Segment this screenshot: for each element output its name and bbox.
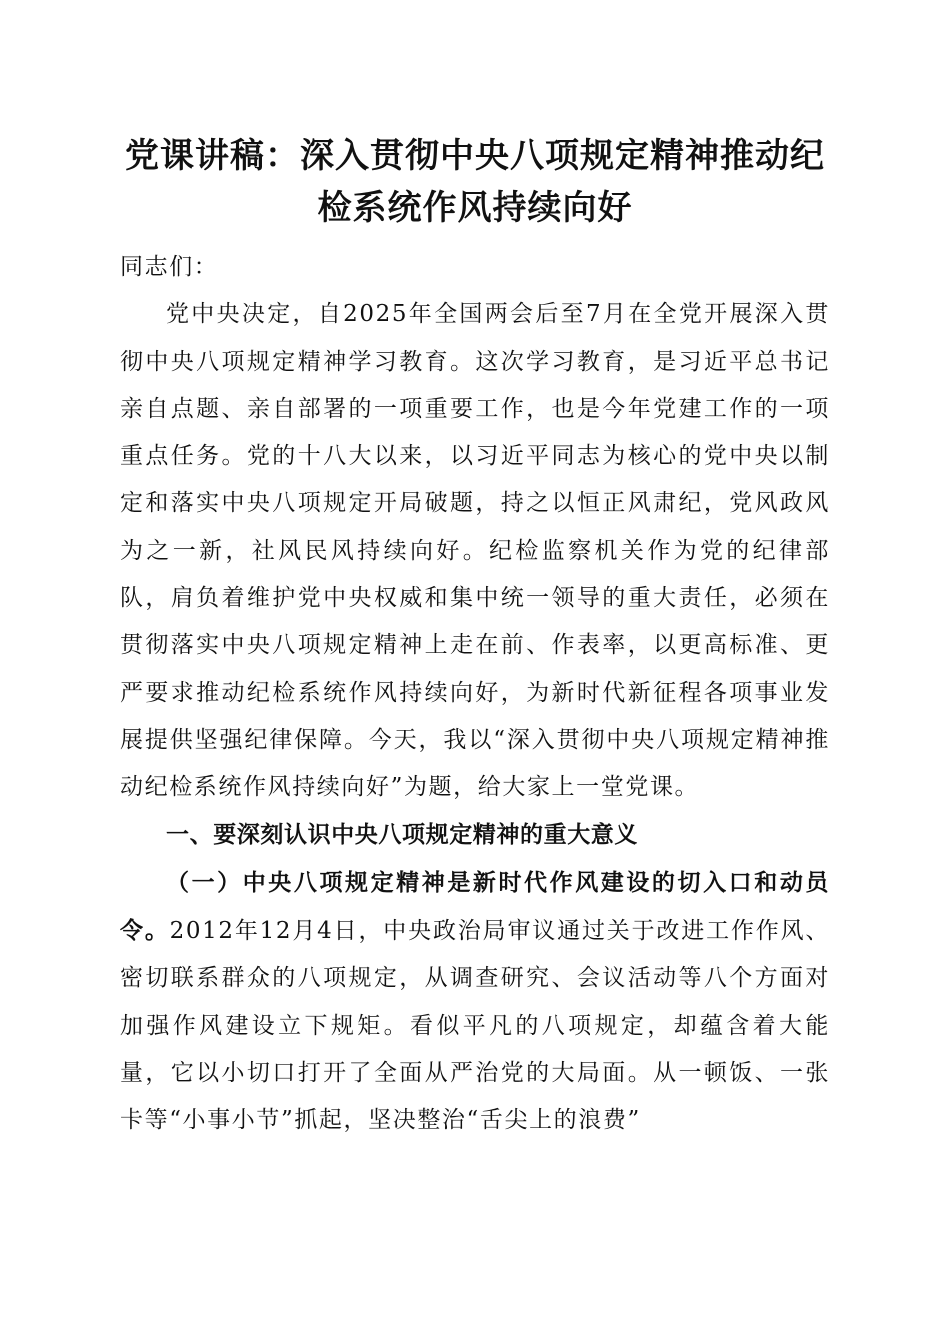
- section-heading-1: 一、要深刻认识中央八项规定精神的重大意义: [166, 821, 638, 848]
- title-line-2: 检系统作风持续向好: [317, 188, 633, 228]
- title-line-1: 党课讲稿：深入贯彻中央八项规定精神推动纪: [125, 136, 825, 176]
- paragraph-section-1-1-text: 2012年12月4日，中央政治局审议通过关于改进工作作风、密切联系群众的八项规定，从调查研究、会议活动等八个方面对加强作风建设立下规矩。看似平凡的八项规定，却蕴含着大能量，它以小切口打开了全面从严治党的大局面。从一顿饭、一张卡等“小事小节”抓起，坚决整治“舌尖上的浪费”: [120, 918, 830, 1134]
- paragraph-intro: 党中央决定，自2025年全国两会后至7月在全党开展深入贯彻中央八项规定精神学习教育。这次学习教育，是习近平总书记亲自点题、亲自部署的一项重要工作，也是今年党建工作的一项重点任务。党的十八大以来，以习近平同志为核心的党中央以制定和落实中央八项规定开局破题，持之以恒正风肃纪，党风政风为之一新，社风民风持续向好。纪检监察机关作为党的纪律部队，肩负着维护党中央权威和集中统一领导的重大责任，必须在贯彻落实中央八项规定精神上走在前、作表率，以更高标准、更严要求推动纪检系统作风持续向好，为新时代新征程各项事业发展提供坚强纪律保障。今天，我以“深入贯彻中央八项规定精神推动纪检系统作风持续向好”为题，给大家上一堂党课。: [120, 301, 830, 801]
- salutation: 同志们：: [120, 254, 219, 280]
- document-body: [120, 244, 830, 1145]
- subheading-1-1: （一）中央八项规定精神是新时代作风建设的切入口和动员令。: [120, 868, 830, 945]
- paragraph-section-1-1: [120, 859, 830, 1145]
- document-title: [110, 130, 840, 234]
